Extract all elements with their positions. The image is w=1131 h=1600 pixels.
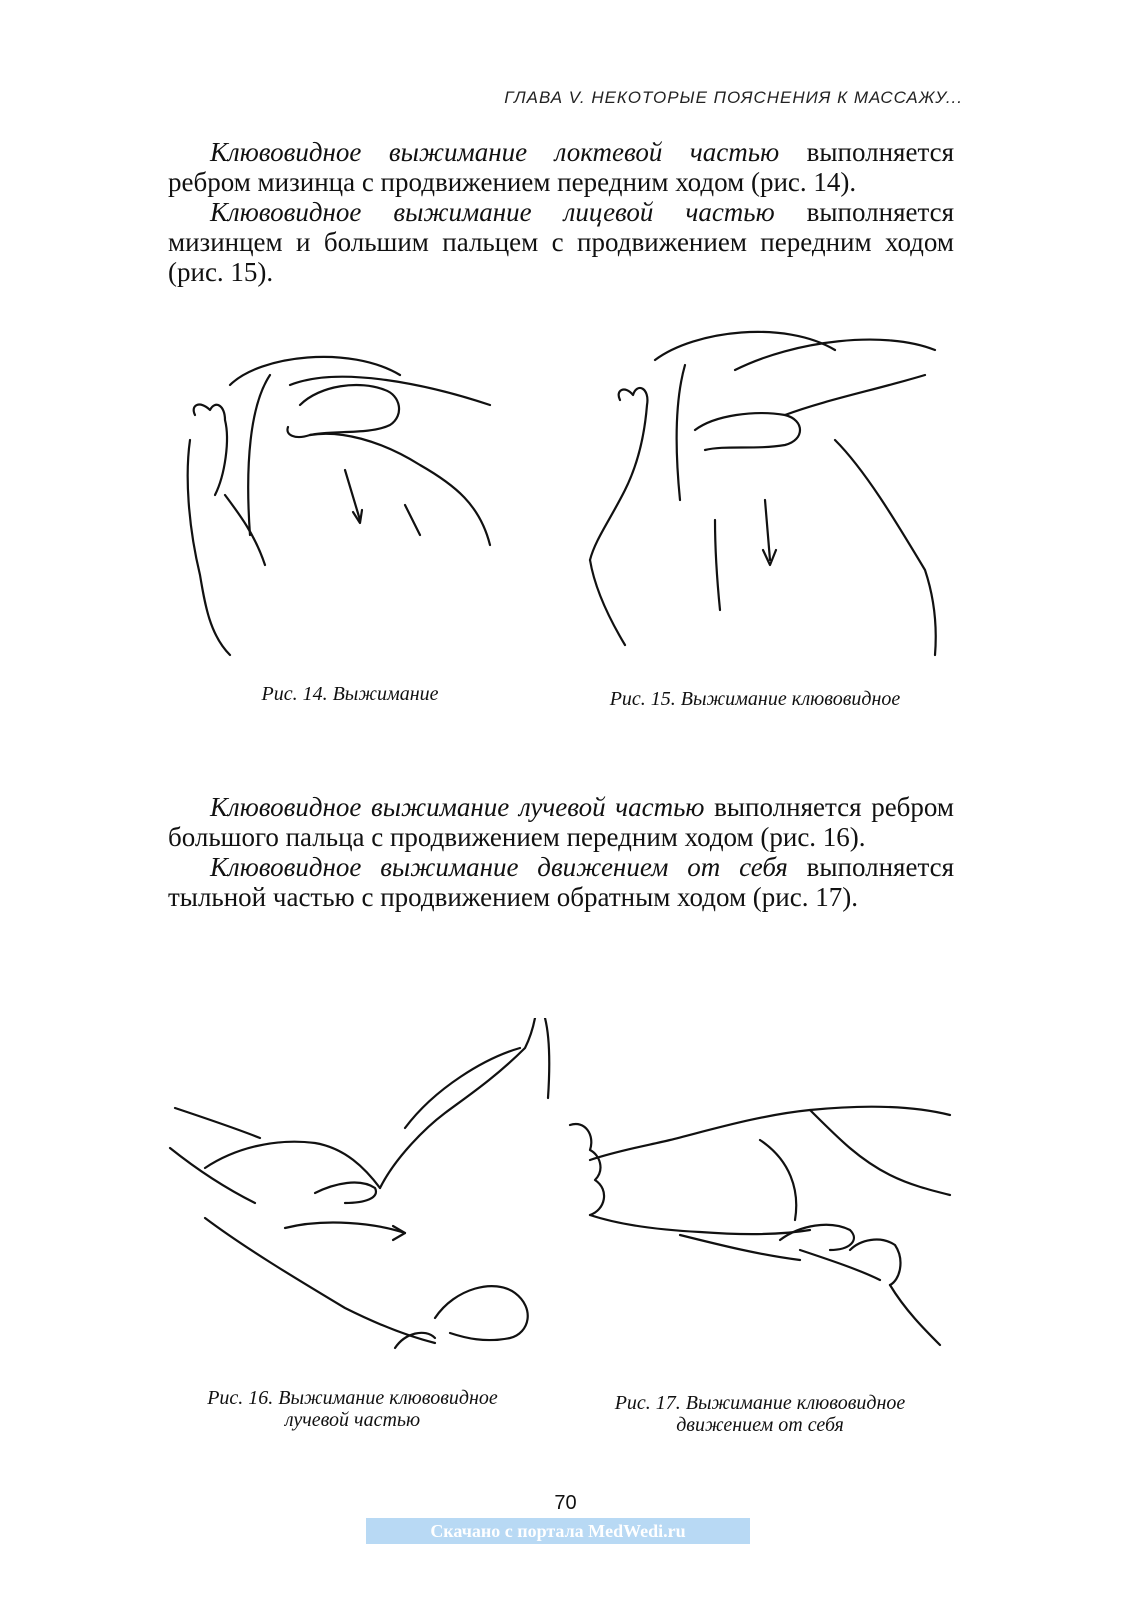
text-block-top <box>168 137 954 287</box>
paragraph-ulnar <box>168 137 954 197</box>
term-ulnar: Клювовидное выжимание локтевой частью <box>210 137 780 167</box>
figure-16-illustration <box>165 1018 565 1358</box>
running-header: ГЛАВА V. НЕКОТОРЫЕ ПОЯСНЕНИЯ К МАССАЖУ... <box>504 88 963 107</box>
term-radial: Клювовидное выжимание лучевой частью <box>210 792 705 822</box>
paragraph-radial <box>168 792 954 852</box>
paragraph-ulnar-text: выполняется ребром мизинца с продвижением передним ходом (рис. 14). <box>168 137 954 197</box>
term-away: Клювовидное выжимание движением от себя <box>210 852 788 882</box>
figure-17-caption-line1: Рис. 17. Выжимание клювовидное <box>614 1392 906 1414</box>
figure-16-caption-line1: Рис. 16. Выжимание клювовидное <box>207 1387 498 1409</box>
figure-17-illustration <box>560 1100 955 1360</box>
figure-16-caption <box>160 1387 545 1431</box>
figure-17-caption-line2: движением от себя <box>676 1414 844 1436</box>
figure-14-illustration <box>170 345 510 665</box>
figure-16-caption-line2: лучевой частью <box>284 1409 421 1431</box>
figure-14-caption: Рис. 14. Выжимание <box>261 683 439 705</box>
figure-15-illustration <box>565 320 945 660</box>
paragraph-facial <box>168 197 954 287</box>
paragraph-away-text: выполняется тыльной частью с продвижением обратным ходом (рис. 17). <box>168 852 954 912</box>
figure-17-caption <box>565 1392 955 1436</box>
text-block-bottom <box>168 792 954 912</box>
paragraph-radial-text: выполняется ребром большого пальца с продвижением передним ходом (рис. 16). <box>168 792 954 852</box>
watermark-banner: Скачано с портала MedWedi.ru <box>366 1518 750 1544</box>
paragraph-facial-text: выполняется мизинцем и большим пальцем с продвижением передним ходом (рис. 15). <box>168 197 954 287</box>
paragraph-away <box>168 852 954 912</box>
figure-15-caption: Рис. 15. Выжимание клювовидное <box>609 688 901 710</box>
page-number: 70 <box>554 1492 577 1514</box>
term-facial: Клювовидное выжимание лицевой частью <box>210 197 775 227</box>
